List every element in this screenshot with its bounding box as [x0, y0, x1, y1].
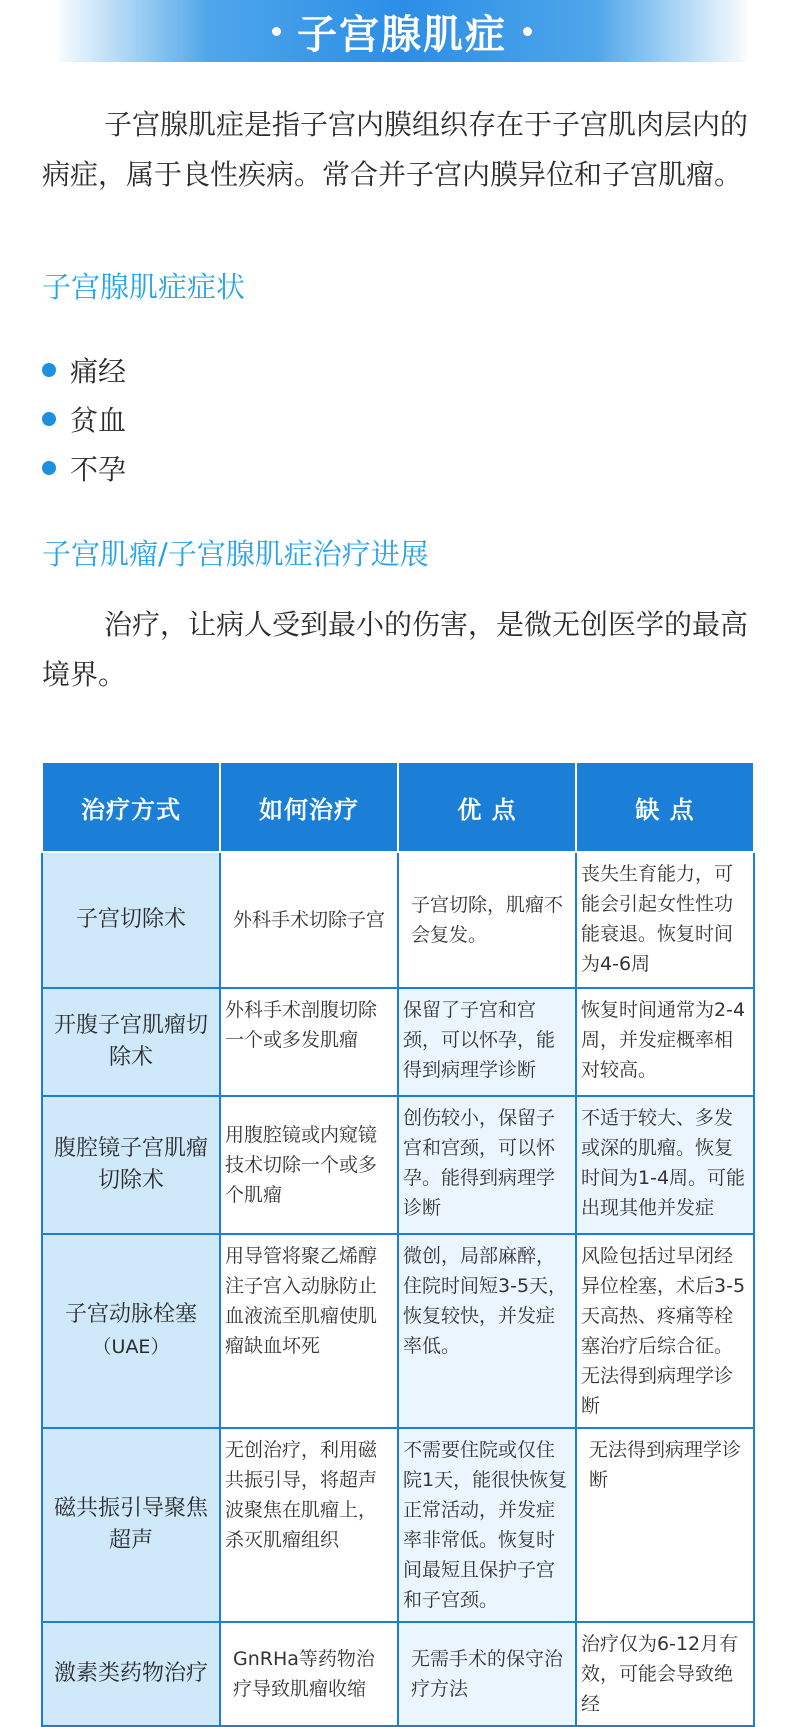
method-sublabel: （UAE） [92, 1336, 170, 1358]
method-label: 腹腔镜子宫肌瘤切除术 [53, 1136, 208, 1193]
bullet-icon [42, 363, 56, 377]
header-pros: 优 点 [398, 762, 576, 852]
symptom-label: 不孕 [70, 452, 127, 486]
treatment-table-container [41, 761, 753, 1727]
method-label: 磁共振引导聚焦超声 [53, 1496, 208, 1553]
table-row [42, 988, 754, 1096]
table-header-row [42, 762, 754, 852]
dot-icon [523, 27, 532, 36]
how-cell: 外科手术切除子宫 [220, 852, 398, 988]
method-cell [42, 1096, 220, 1234]
treatment-heading: 子宫肌瘤/子宫腺肌症治疗进展 [42, 537, 429, 571]
list-item [42, 394, 126, 443]
cons-cell: 不适于较大、多发或深的肌瘤。恢复时间为1-4周。可能出现其他并发症 [576, 1096, 754, 1234]
how-cell: 外科手术剖腹切除一个或多发肌瘤 [220, 988, 398, 1096]
table-row [42, 1234, 754, 1428]
cons-cell: 恢复时间通常为2-4周，并发症概率相对较高。 [576, 988, 754, 1096]
title-banner [57, 0, 747, 62]
how-cell: 无创治疗，利用磁共振引导，将超声波聚焦在肌瘤上，杀灭肌瘤组织 [220, 1428, 398, 1622]
pros-cell: 无需手术的保守治疗方法 [398, 1622, 576, 1726]
bullet-icon [42, 461, 56, 475]
method-label: 激素类药物治疗 [53, 1661, 208, 1686]
table-row [42, 1622, 754, 1726]
pros-cell: 子宫切除，肌瘤不会复发。 [398, 852, 576, 988]
cons-cell: 无法得到病理学诊断 [576, 1428, 754, 1622]
symptom-label: 痛经 [70, 354, 127, 388]
dot-icon [272, 27, 281, 36]
table-row [42, 1096, 754, 1234]
banner-title [272, 3, 532, 60]
bullet-icon [42, 412, 56, 426]
pros-cell: 保留了子宫和宫颈，可以怀孕，能得到病理学诊断 [398, 988, 576, 1096]
cons-cell: 风险包括过早闭经异位栓塞，术后3-5天高热、疼痛等栓塞治疗后综合征。无法得到病理学诊断 [576, 1234, 754, 1428]
method-label: 子宫切除术 [75, 907, 186, 932]
method-cell [42, 988, 220, 1096]
treatment-table [41, 761, 755, 1727]
method-label: 开腹子宫肌瘤切除术 [53, 1013, 208, 1070]
cons-cell: 治疗仅为6-12月有效，可能会导致绝经 [576, 1622, 754, 1726]
pros-cell: 创伤较小，保留子宫和宫颈，可以怀孕。能得到病理学诊断 [398, 1096, 576, 1234]
symptom-list [42, 345, 126, 492]
list-item [42, 345, 126, 394]
method-label: 子宫动脉栓塞 [64, 1302, 197, 1327]
table-row [42, 852, 754, 988]
how-cell: 用导管将聚乙烯醇注子宫入动脉防止血液流至肌瘤使肌瘤缺血坏死 [220, 1234, 398, 1428]
how-cell: GnRHa等药物治疗导致肌瘤收缩 [220, 1622, 398, 1726]
pros-cell: 微创，局部麻醉，住院时间短3-5天，恢复较快，并发症率低。 [398, 1234, 576, 1428]
method-cell [42, 1428, 220, 1622]
header-cons: 缺 点 [576, 762, 754, 852]
header-how: 如何治疗 [220, 762, 398, 852]
pros-cell: 不需要住院或仅住院1天，能很快恢复正常活动，并发症率非常低。恢复时间最短且保护子宫和子宫颈。 [398, 1428, 576, 1622]
list-item [42, 443, 126, 492]
symptoms-heading: 子宫腺肌症症状 [42, 270, 246, 304]
symptom-label: 贫血 [70, 403, 127, 437]
method-cell [42, 852, 220, 988]
table-row [42, 1428, 754, 1622]
intro-paragraph: 子宫腺肌症是指子宫内膜组织存在于子宫肌肉层内的病症，属于良性疾病。常合并子宫内膜异位和子宫肌瘤。 [42, 108, 749, 191]
treatment-paragraph: 治疗，让病人受到最小的伤害，是微无创医学的最高境界。 [42, 608, 749, 691]
method-cell [42, 1234, 220, 1428]
method-cell [42, 1622, 220, 1726]
banner-title-text: 子宫腺肌症 [297, 11, 507, 58]
how-cell: 用腹腔镜或内窥镜技术切除一个或多个肌瘤 [220, 1096, 398, 1234]
header-method: 治疗方式 [42, 762, 220, 852]
cons-cell: 丧失生育能力，可能会引起女性性功能衰退。恢复时间为4-6周 [576, 852, 754, 988]
